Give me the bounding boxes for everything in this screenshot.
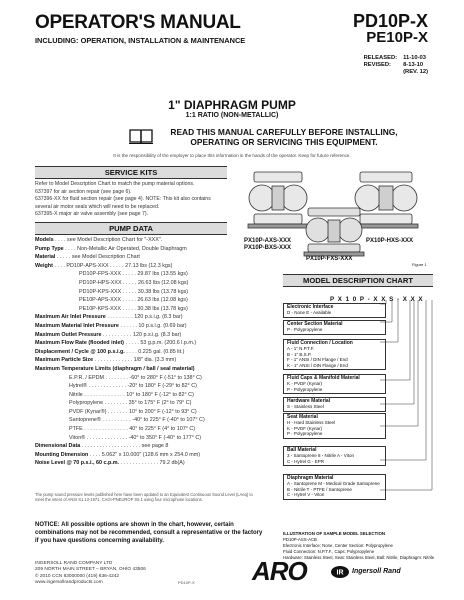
pump-data-row bbox=[35, 322, 275, 331]
model-option-line: K - PVDF (Kynar) bbox=[287, 425, 323, 431]
pump-data-value: . . . . . see Model Description Chart bbox=[56, 254, 140, 261]
model-option-title: Fluid Caps & Manifold Material bbox=[287, 375, 360, 381]
model-option-line: K - PVDF (Kynar) bbox=[287, 381, 323, 387]
pump-data-row bbox=[35, 331, 275, 340]
product-title: 1" DIAPHRAGM PUMP bbox=[168, 98, 296, 112]
pump-data-value: . . . . . . . . . . . . . 1/8" dia. (3.3 mm) bbox=[94, 357, 177, 364]
header-left bbox=[35, 12, 245, 45]
pump-data-value: . . . . 5.062" x 10.000" (128.6 mm x 254.0 mm) bbox=[89, 451, 201, 458]
release-info bbox=[358, 55, 428, 77]
header-right bbox=[353, 12, 428, 46]
pump-data-row bbox=[35, 348, 275, 357]
pump-data-value: PD10P-KPS-XXX . . . . . 30.38 lbs (13.78 kgs) bbox=[79, 288, 189, 295]
pump-data-label: Models bbox=[35, 237, 54, 243]
pump-data-value: . . . . . . . . . 120 p.s.i.g. (8.3 bar) bbox=[107, 314, 183, 321]
pump-data-row bbox=[35, 399, 275, 408]
read-line-2: OPERATING OR SERVICING THIS EQUIPMENT. bbox=[190, 137, 378, 147]
ingersoll-rand-logo-icon bbox=[330, 565, 350, 579]
pump-data-row bbox=[35, 374, 275, 383]
model-primary: PD10P-X bbox=[352, 11, 428, 31]
model-option-title: Electronic Interface bbox=[287, 304, 334, 310]
pump-data-row bbox=[35, 296, 275, 305]
service-kit-line: 637396-XX for fluid section repair (see page 4). NOTE: This kit also contains several air motor seals which will need to be replaced. bbox=[35, 196, 211, 210]
aro-logo: ARO bbox=[252, 556, 307, 586]
pump-data-heading: PUMP DATA bbox=[35, 222, 227, 235]
pump-data-value: PE10P-KPS-XXX . . . . . 30.38 lbs (13.78 kgs) bbox=[79, 305, 188, 312]
caption-hxs: PX10P-HXS-XXX bbox=[366, 238, 414, 244]
pump-data-row bbox=[35, 382, 275, 391]
pump-data-value: . . . . . 53 g.p.m. (200.6 l.p.m.) bbox=[125, 340, 197, 347]
caption-axs: PX10P-AXS-XXX bbox=[244, 238, 292, 244]
pump-data-label: Displacement / Cycle @ 100 p.s.i.g. bbox=[35, 348, 125, 355]
pump-data-row bbox=[35, 270, 275, 279]
model-option-box bbox=[283, 446, 386, 466]
model-option-box bbox=[283, 474, 386, 500]
model-option-line: D - None E - Available bbox=[287, 310, 332, 316]
pump-data-value: Santoprene® . . . . . . . . . . -40° to 225° F (-40° to 107° C) bbox=[69, 417, 205, 424]
service-kit-line: 637395-X major air valve assembly (see page 7). bbox=[35, 211, 149, 218]
model-option-title: Hardware Material bbox=[287, 398, 331, 404]
pump-data-row bbox=[35, 425, 275, 434]
pump-data-row bbox=[35, 416, 275, 425]
service-kit-line: Refer to Model Description Chart to match the pump material options. bbox=[35, 181, 195, 187]
pump-data-value: . . . . . . . . . . . . . 79.2 db(A) bbox=[120, 460, 185, 467]
read-manual-notice bbox=[164, 127, 404, 147]
pump-data-label: Maximum Particle Size bbox=[35, 357, 94, 364]
pump-data-value: Hytrel® . . . . . . . . . . . . . -20° to 180° F (-29° to 82° C) bbox=[69, 383, 197, 390]
pump-data-value: . . . . Non-Metallic Air Operated, Double Diaphragm bbox=[65, 245, 187, 252]
pump-data-row bbox=[35, 279, 275, 288]
pump-data-label: Maximum Air Inlet Pressure bbox=[35, 314, 106, 321]
availability-notice: NOTICE: All possible options are shown in the chart, however, certain combinations may not be recommended, consult a representative or the factory if you have questions concerning availability. bbox=[35, 522, 263, 544]
document-title: OPERATOR'S MANUAL bbox=[35, 12, 241, 33]
sample-model-selection bbox=[283, 531, 435, 561]
model-code-connector-lines bbox=[380, 300, 436, 510]
model-option-line: C - Hytrel V - Viton bbox=[287, 492, 325, 498]
responsibility-text: It is the responsibility of the employer to place this information in the hands of the operator. Keep for future reference. bbox=[113, 153, 351, 158]
pump-data-row bbox=[35, 451, 275, 460]
model-option-title: Diaphragm Material bbox=[287, 475, 334, 481]
model-option-line: B - 1" B.S.P. bbox=[287, 351, 312, 357]
model-option-line: K - 1" ANSI / DIN Flange / End bbox=[287, 362, 348, 368]
pump-illustration-right bbox=[354, 172, 418, 228]
model-option-box bbox=[283, 339, 386, 370]
model-option-line: P - Polypropylene bbox=[287, 327, 323, 333]
product-subtitle: 1:1 RATIO (NON-METALLIC) bbox=[185, 112, 279, 119]
pump-data-value: . . . . . . . . . . 120 p.s.i.g. (8.3 bar) bbox=[103, 331, 182, 338]
pump-data-label: Weight bbox=[35, 262, 53, 269]
company-address bbox=[35, 561, 146, 587]
caption-bxs: PX10P-BXS-XXX bbox=[244, 245, 292, 251]
document-subtitle: INCLUDING: OPERATION, INSTALLATION & MAINTENANCE bbox=[35, 36, 246, 45]
pump-data-value: . . . . see Model Description Chart for "-XXX". bbox=[55, 237, 163, 243]
pump-data-value: . . . . PD10P-APS-XXX . . . . . 27.13 lbs (12.3 kgs) bbox=[54, 262, 173, 269]
revision: (REV. 12) bbox=[403, 69, 428, 76]
model-option-title: Ball Material bbox=[287, 447, 317, 453]
model-option-title: Seat Material bbox=[287, 414, 318, 420]
pump-data-row bbox=[35, 442, 275, 451]
released-label: RELEASED: bbox=[363, 55, 398, 61]
pump-data-value: Polypropylene . . . . . . . . 35° to 175° F (2° to 79° C) bbox=[69, 400, 192, 407]
svg-text:IR: IR bbox=[336, 569, 344, 577]
pump-illustration-center bbox=[304, 208, 364, 256]
pump-data-row bbox=[35, 408, 275, 417]
service-kits-list bbox=[35, 181, 227, 219]
pump-data-row bbox=[35, 288, 275, 297]
website-link[interactable]: www.ingersollrandproducts.com bbox=[35, 580, 103, 586]
model-option-line: P - Polypropylene bbox=[287, 386, 323, 392]
pump-data-value: Nitrile . . . . . . . . . . . . . . 10° to 180° F (-12° to 82° C) bbox=[69, 391, 194, 398]
pump-data-value: PE10P-APS-XXX . . . . . 26.63 lbs (12.08 kgs) bbox=[79, 297, 188, 304]
model-option-line: B - Nitrile T - PTFE / Santoprene bbox=[287, 486, 352, 492]
pump-data-row bbox=[35, 391, 275, 400]
pump-data-label: Material bbox=[35, 254, 56, 261]
pump-data-value: E.P.R. / EPDM . . . . . . . . -60° to 280° F (-51° to 138° C) bbox=[69, 374, 202, 381]
manual-book-icon bbox=[128, 127, 154, 145]
service-kit-line: 637397 for air section repair (see page 6). bbox=[35, 188, 132, 195]
pump-data-label: Dimensional Data bbox=[35, 443, 81, 450]
sample-line: Hardware: Stainless Steel, Seat: Stainless Steel, Ball: Nitrile, Diaphragm: Nitrile bbox=[283, 555, 435, 560]
pump-data-value: PD10P-FPS-XXX . . . . . 29.87 lbs (13.55 kgs) bbox=[79, 271, 188, 278]
revised-value: 8-13-10 bbox=[403, 62, 424, 69]
caption-fxs: PX10P-FXS-XXX bbox=[306, 256, 353, 262]
revised-label: REVISED: bbox=[363, 62, 391, 69]
pump-data-row bbox=[35, 365, 275, 374]
model-option-box bbox=[283, 374, 386, 394]
figure-label: Figure 1 bbox=[412, 262, 427, 267]
company-name: INGERSOLL RAND COMPANY LTD bbox=[35, 561, 113, 566]
pump-illustration-left bbox=[248, 172, 308, 228]
model-option-box bbox=[283, 397, 386, 412]
model-code: P X 1 0 P - X X S - X X X bbox=[330, 296, 424, 303]
model-option-box bbox=[283, 303, 386, 318]
sample-title: ILLUSTRATION OF SAMPLE MODEL SELECTION bbox=[283, 531, 386, 536]
pump-data-label: Maximum Temperature Limits (diaphragm / ball / seal material) bbox=[35, 365, 195, 372]
pump-data-row bbox=[35, 356, 275, 365]
ingersoll-rand-wordmark: Ingersoll Rand bbox=[352, 568, 401, 575]
model-chart-heading: MODEL DESCRIPTION CHART bbox=[283, 274, 433, 287]
address-line-1: 209 NORTH MAIN STREET – BRYAN, OHIO 43506 bbox=[35, 567, 146, 573]
model-option-title: Center Section Material bbox=[287, 321, 343, 327]
sample-model-code: PD10P-ASS-ACB bbox=[283, 537, 317, 542]
pump-data-row bbox=[35, 305, 275, 314]
pump-data-label: Maximum Material Inlet Pressure bbox=[35, 322, 119, 329]
pump-data-row bbox=[35, 313, 275, 322]
pump-data-value: Viton® . . . . . . . . . . . . . . -40° to 350° F (-40° to 177° C) bbox=[69, 434, 202, 441]
model-option-line: S - Stainless Steel bbox=[287, 404, 324, 410]
model-option-title: Fluid Connection / Location bbox=[287, 340, 353, 346]
model-option-box bbox=[283, 320, 386, 335]
pump-data-value: PTFE . . . . . . . . . . . . . . . 40° to 225° F (4° to 107° C) bbox=[69, 426, 196, 433]
pump-data-list bbox=[35, 236, 275, 468]
sample-line: Electronic Interface: None, Center Section: Polypropylene bbox=[283, 543, 393, 548]
doc-code: PD10P-X bbox=[178, 580, 195, 585]
pump-data-row bbox=[35, 253, 275, 262]
pump-data-label: Noise Level @ 70 p.s.i., 60 c.p.m. bbox=[35, 460, 120, 467]
model-option-line: A - Santoprene M - Medical Grade Santoprene bbox=[287, 481, 380, 487]
model-option-line: A - 1" N.P.T.F. bbox=[287, 346, 315, 352]
pump-data-value: . . . . . . 10 p.s.i.g. (0.69 bar) bbox=[120, 322, 187, 329]
pump-data-row bbox=[35, 339, 275, 348]
pump-data-row bbox=[35, 262, 275, 271]
service-kits-heading: SERVICE KITS bbox=[35, 166, 227, 179]
pump-data-row bbox=[35, 245, 275, 254]
model-option-box bbox=[283, 413, 386, 439]
model-option-line: C - Hytrel G - EPR bbox=[287, 458, 325, 464]
pump-data-value: . . . . . . . . . . . . . . . . . . . . see page 8 bbox=[81, 443, 169, 450]
footnote: The pump sound pressure levels published here have been updated to an Equivalent Continuous Sound Level (LAeq) to meet the intent of ANSI S1.13-1971, CAGI-PNEUROP S5.1 using four microphone locations. bbox=[35, 492, 253, 503]
pump-data-label: Maximum Outlet Pressure bbox=[35, 331, 102, 338]
pump-data-value: PVDF (Kynar®) . . . . . . . 10° to 200° F (-12° to 93° C) bbox=[69, 408, 197, 415]
model-option-line: F - 1" ANSI / DIN Flange / End bbox=[287, 357, 348, 363]
read-line-1: READ THIS MANUAL CAREFULLY BEFORE INSTALLING, bbox=[170, 127, 398, 137]
address-line-2: © 2010 CCN 83000000 (419) 636-4242 bbox=[35, 573, 120, 579]
pump-data-row bbox=[35, 434, 275, 443]
pump-data-label: Mounting Dimension bbox=[35, 451, 89, 458]
pump-data-value: . . . . 0.225 gal. (0.85 lit.) bbox=[126, 348, 185, 355]
pump-data-label: Maximum Flow Rate (flooded inlet) bbox=[35, 340, 124, 347]
pump-data-value: PD10P-HPS-XXX . . . . . 26.63 lbs (12.08 kgs) bbox=[79, 279, 189, 286]
pump-data-row bbox=[35, 459, 275, 468]
pump-data-row bbox=[35, 236, 275, 245]
model-option-line: P - Polypropylene bbox=[287, 431, 323, 437]
model-secondary: PE10P-X bbox=[366, 29, 428, 46]
sample-line: Fluid Connection: N.P.T.F., Caps: Polypropylene bbox=[283, 549, 375, 554]
model-option-line: H - Hard Stainless Steel bbox=[287, 420, 336, 426]
pump-data-label: Pump Type bbox=[35, 245, 64, 252]
released-value: 11-10-03 bbox=[403, 55, 426, 61]
model-option-line: 3 - Santoprene 8 - Nitrile A - Viton bbox=[287, 453, 354, 459]
